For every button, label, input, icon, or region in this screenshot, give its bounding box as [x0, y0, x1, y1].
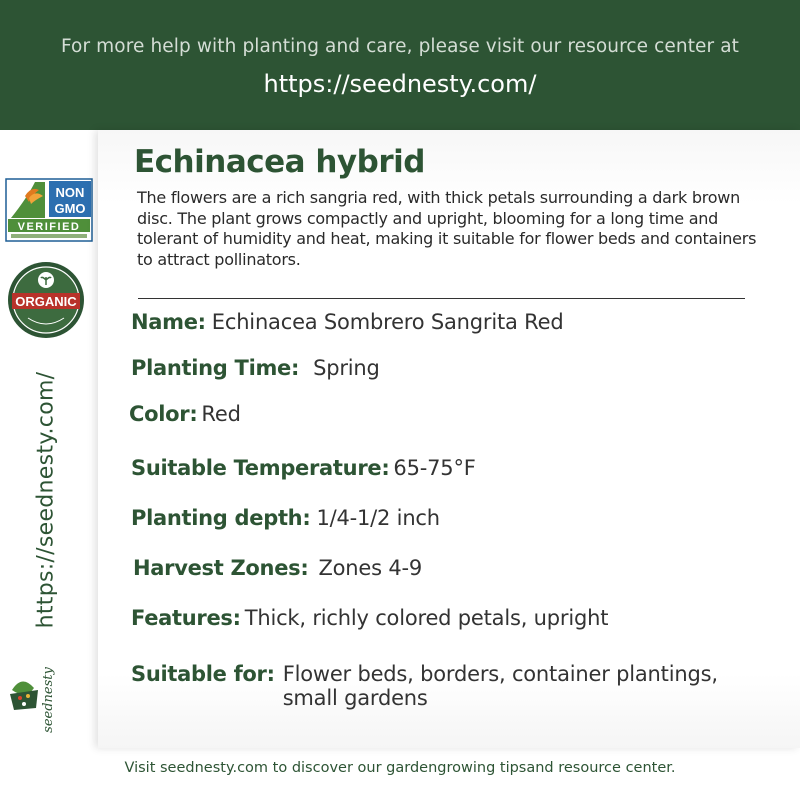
spec-label: Suitable Temperature:	[131, 456, 390, 480]
spec-row-name	[131, 310, 563, 334]
svg-text:ORGANIC: ORGANIC	[15, 294, 77, 309]
spec-value: Thick, richly colored petals, upright	[244, 606, 609, 630]
header-url-link[interactable]: https://seednesty.com/	[263, 70, 537, 98]
spec-label: Planting Time:	[131, 356, 300, 380]
spec-label: Planting depth:	[131, 506, 311, 530]
footer-text: Visit seednesty.com to discover our gardengrowing tipsand resource center.	[124, 760, 676, 776]
svg-text:GMO: GMO	[54, 201, 86, 216]
svg-text:NON: NON	[55, 185, 85, 200]
spec-row-harvest-zones	[133, 556, 422, 580]
spec-row-color	[129, 402, 241, 426]
spec-value: Zones 4-9	[318, 556, 423, 580]
svg-text:seednesty: seednesty	[41, 667, 56, 733]
spec-value: Spring	[313, 356, 380, 380]
spec-label: Name:	[131, 310, 206, 334]
spec-value: 65-75°F	[393, 456, 476, 480]
spec-row-features	[131, 606, 608, 630]
spec-value: 1/4-1/2 inch	[316, 506, 440, 530]
sidebar-vertical-url: https://seednesty.com/	[33, 371, 59, 629]
spec-value: Flower beds, borders, container plantings, small gardens	[282, 662, 718, 710]
spec-value: Echinacea Sombrero Sangrita Red	[211, 310, 564, 334]
product-title: Echinacea hybrid	[134, 144, 425, 180]
header-banner	[0, 0, 800, 130]
spec-value: Red	[201, 402, 241, 426]
spec-row-temperature	[131, 456, 476, 480]
spec-label: Color:	[129, 402, 198, 426]
spec-row-planting-depth	[131, 506, 440, 530]
spec-label: Suitable for:	[131, 662, 275, 686]
header-help-text: For more help with planting and care, please visit our resource center at	[60, 36, 740, 57]
spec-row-planting-time	[131, 356, 380, 380]
seednesty-logo-icon	[6, 660, 68, 750]
spec-label: Features:	[131, 606, 241, 630]
product-description: The flowers are a rich sangria red, with thick petals surrounding a dark brown disc. The plant grows compactly and upright, blooming for a long time and tolerant of humidity and heat, making it suitable for flower beds and containers to attract pollinators.	[137, 188, 757, 269]
organic-badge-icon	[6, 260, 86, 340]
svg-text:VERIFIED: VERIFIED	[17, 221, 81, 233]
divider	[138, 298, 745, 299]
spec-label: Harvest Zones:	[133, 556, 309, 580]
non-gmo-verified-badge-icon	[5, 178, 93, 242]
spec-row-suitable-for	[131, 662, 763, 710]
